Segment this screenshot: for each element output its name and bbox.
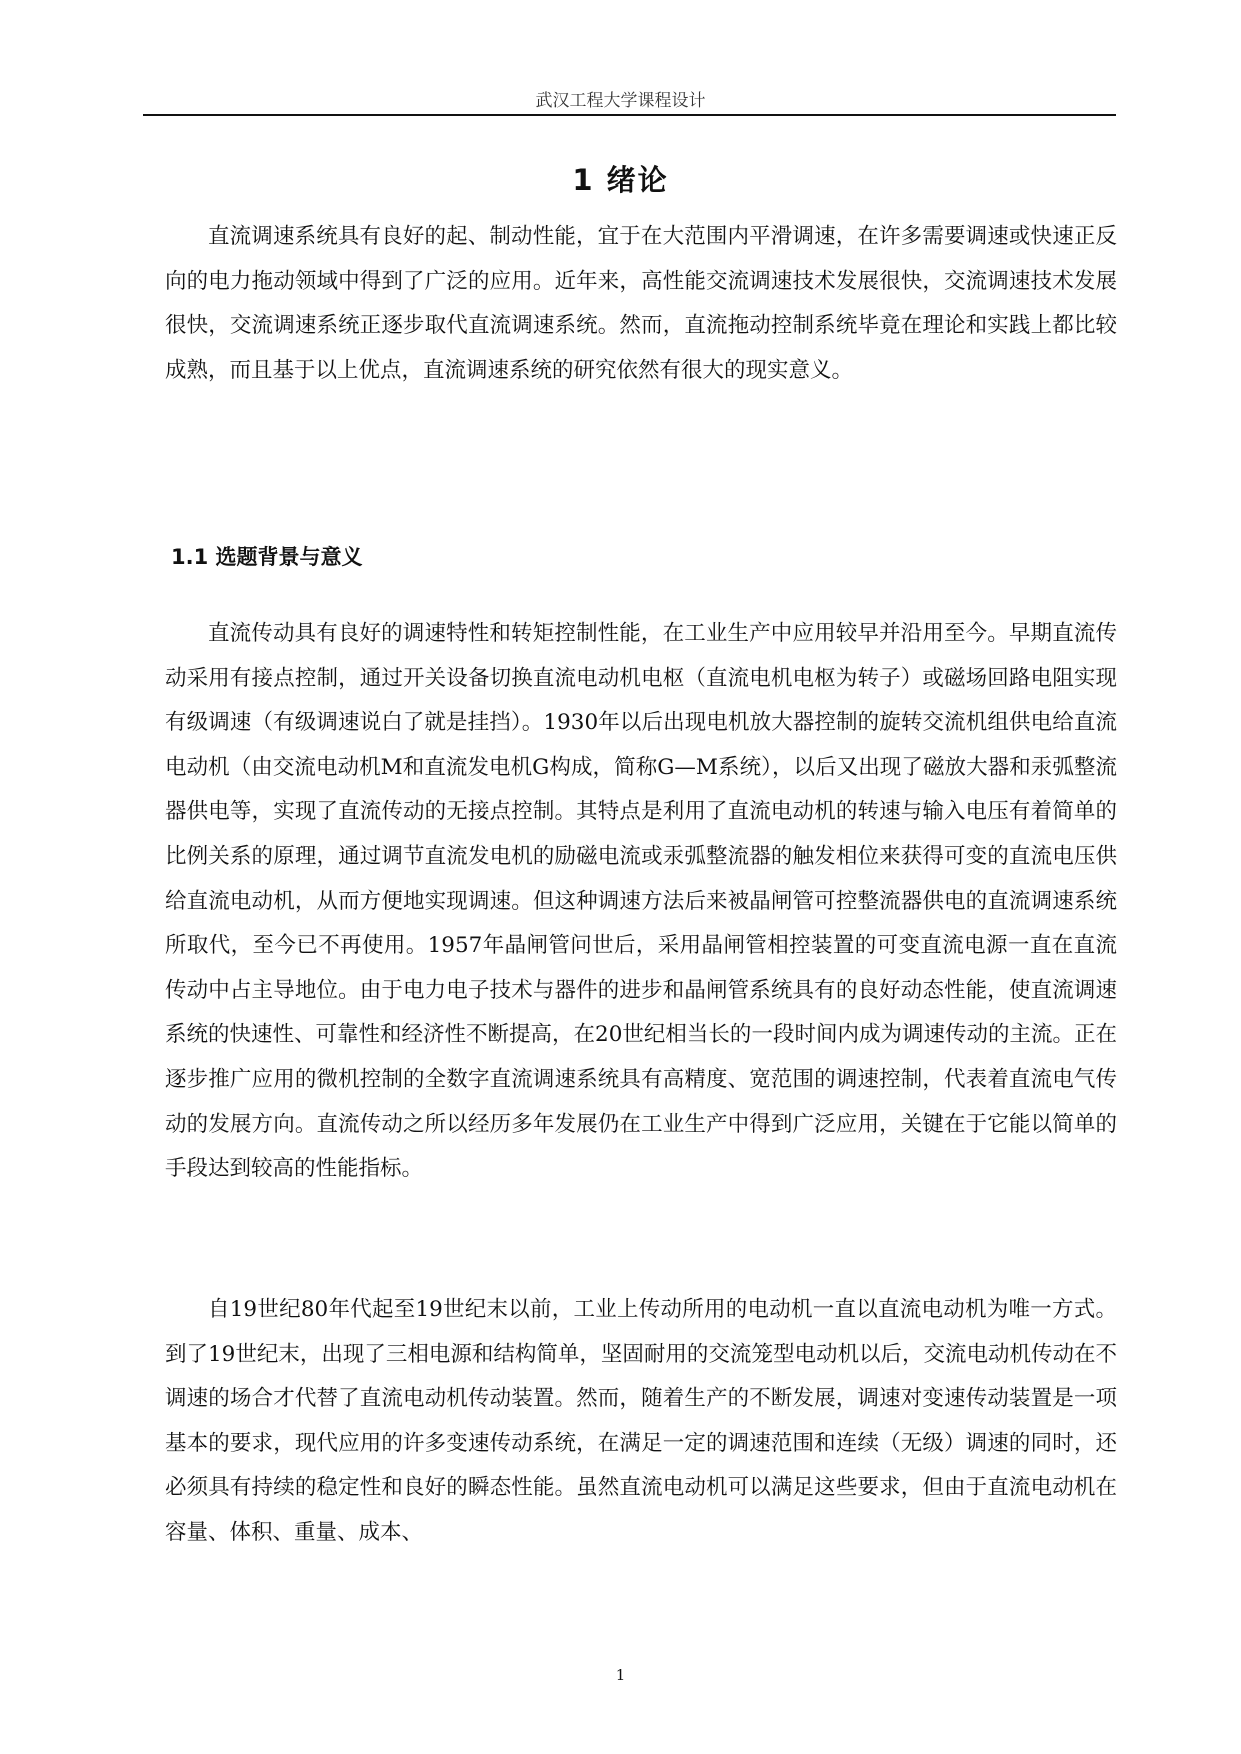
- chapter-title: 1 绪论: [572, 163, 669, 197]
- page-number: 1: [615, 1666, 626, 1684]
- body-paragraph-1: 直流传动具有良好的调速特性和转矩控制性能，在工业生产中应用较早并沿用至今。早期直流传动采用有接点控制，通过开关设备切换直流电动机电枢（直流电机电枢为转子）或磁场回路电阻实现有级调速（有级调速说白了就是挂挡）。1930年以后出现电机放大器控制的旋转交流机组供电给直流电动机（由交流电动机M和直流发电机G构成，简称G—M系统），以后又出现了磁放大器和汞弧整流器供电等，实现了直流传动的无接点控制。其特点是利用了直流电动机的转速与输入电压有着简单的比例关系的原理，通过调节直流发电机的励磁电流或汞弧整流器的触发相位来获得可变的直流电压供给直流电动机，从而方便地实现调速。但这种调速方法后来被晶闸管可控整流器供电的直流调速系统所取代，至今已不再使用。1957年晶闸管问世后，采用晶闸管相控装置的可变直流电源一直在直流传动中占主导地位。由于电力电子技术与器件的进步和晶闸管系统具有的良好动态性能，使直流调速系统的快速性、可靠性和经济性不断提高，在20世纪相当长的一段时间内成为调速传动的主流。正在逐步推广应用的微机控制的全数字直流调速系统具有高精度、宽范围的调速控制，代表着直流电气传动的发展方向。直流传动之所以经历多年发展仍在工业生产中得到广泛应用，关键在于它能以简单的手段达到较高的性能指标。: [165, 621, 1117, 1182]
- section-heading: 1.1 选题背景与意义: [171, 545, 363, 569]
- running-header: 武汉工程大学课程设计: [535, 91, 706, 111]
- body-paragraph-2: 自19世纪80年代起至19世纪末以前，工业上传动所用的电动机一直以直流电动机为唯一方式。到了19世纪末，出现了三相电源和结构简单，坚固耐用的交流笼型电动机以后，交流电动机传动在不调速的场合才代替了直流电动机传动装置。然而，随着生产的不断发展，调速对变速传动装置是一项基本的要求，现代应用的许多变速传动系统，在满足一定的调速范围和连续（无级）调速的同时，还必须具有持续的稳定性和良好的瞬态性能。虽然直流电动机可以满足这些要求，但由于直流电动机在容量、体积、重量、成本、: [165, 1297, 1117, 1545]
- intro-paragraph: 直流调速系统具有良好的起、制动性能，宜于在大范围内平滑调速，在许多需要调速或快速正反向的电力拖动领域中得到了广泛的应用。近年来，高性能交流调速技术发展很快，交流调速技术发展很快，交流调速系统正逐步取代直流调速系统。然而，直流拖动控制系统毕竟在理论和实践上都比较成熟，而且基于以上优点，直流调速系统的研究依然有很大的现实意义。: [165, 224, 1117, 383]
- header-divider: [143, 114, 1116, 116]
